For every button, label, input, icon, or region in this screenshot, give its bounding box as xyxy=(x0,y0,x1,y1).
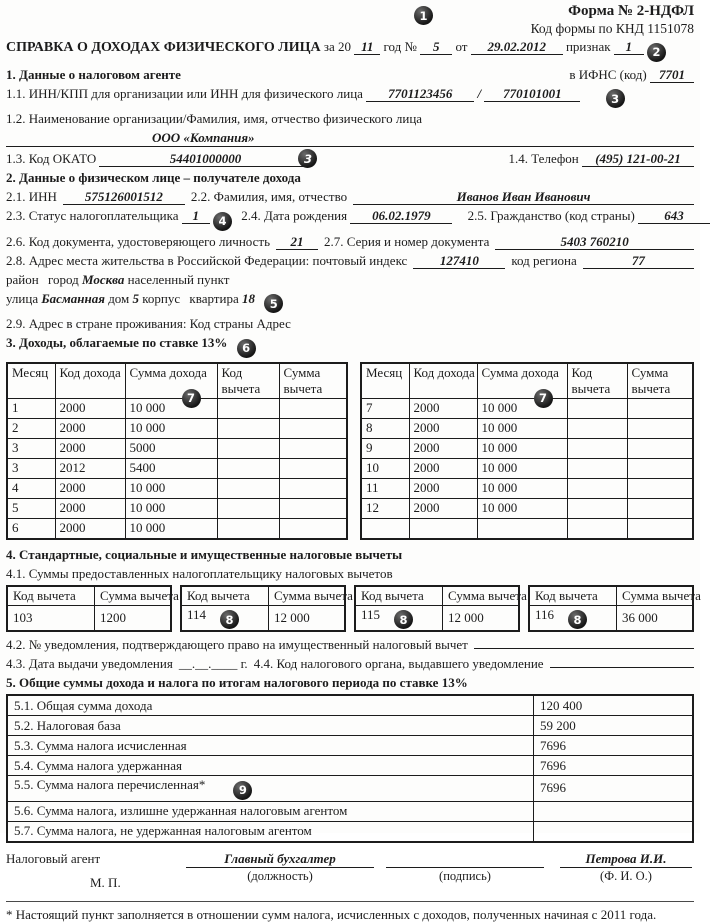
callout-8-badge: 8 xyxy=(568,610,587,629)
org-name-value: ООО «Компания» xyxy=(152,130,255,145)
deduction-code-value: 114 xyxy=(187,606,207,622)
income-row xyxy=(7,438,347,458)
callout-8-badge: 8 xyxy=(220,610,239,629)
totals-label: 5.7. Сумма налога, не удержанная налоговым агентом xyxy=(14,823,312,838)
col-deduction-code: Код вычета xyxy=(181,586,269,606)
income-code-cell xyxy=(409,518,477,539)
phone-line xyxy=(508,151,694,167)
fio-signature-block xyxy=(560,851,692,884)
month-cell: 7 xyxy=(361,398,409,418)
month-cell: 8 xyxy=(361,418,409,438)
inn-kpp-slash: / xyxy=(477,85,482,101)
city-value: Москва xyxy=(81,271,125,287)
tax-authority-label: 4.4. Код налогового органа, выдавшего уведомление xyxy=(253,656,544,671)
deduction-amount-cell xyxy=(627,458,693,478)
deduction-code-cell xyxy=(355,605,443,631)
deduction-table xyxy=(6,585,179,633)
city-label: город xyxy=(47,271,79,287)
form-code: Код формы по КНД 1151078 xyxy=(530,21,694,36)
deduction-code-value: 115 xyxy=(361,606,381,622)
line-2-6-2-7 xyxy=(6,234,694,250)
deduction-code-cell xyxy=(217,418,279,438)
footnote-divider xyxy=(6,901,694,902)
income-code-cell: 2000 xyxy=(409,398,477,418)
col-income-amount xyxy=(125,363,217,405)
deduction-amount-cell: 36 000 xyxy=(617,605,694,631)
col-income-code: Код дохода xyxy=(55,363,125,399)
totals-label: 5.4. Сумма налога удержанная xyxy=(14,757,182,773)
line-street xyxy=(6,291,694,314)
income-amount-cell: 10 000 xyxy=(477,418,567,438)
number-label: год № xyxy=(383,39,417,54)
doc-number-label: 2.7. Серия и номер документа xyxy=(324,233,490,249)
totals-value-cell xyxy=(534,801,694,821)
postal-index-value: 127410 xyxy=(413,254,505,269)
month-cell: 2 xyxy=(7,418,55,438)
position-value: Главный бухгалтер xyxy=(186,851,374,868)
totals-row xyxy=(7,695,693,716)
totals-label-cell xyxy=(7,716,534,736)
district-label: район xyxy=(6,271,39,287)
deduction-code-cell xyxy=(217,458,279,478)
income-amount-cell: 5000 xyxy=(125,438,217,458)
deduction-amount-cell xyxy=(279,498,347,518)
okato-label: 1.3. Код ОКАТО xyxy=(6,151,97,166)
deduction-code-cell xyxy=(567,458,627,478)
citizenship-label: 2.5. Гражданство (код страны) xyxy=(467,208,635,223)
line-4-3-4-4 xyxy=(6,656,694,672)
income-amount-cell: 10 000 xyxy=(125,518,217,539)
deduction-amount-cell xyxy=(279,458,347,478)
section1-heading: 1. Данные о налоговом агенте xyxy=(6,66,181,82)
totals-row xyxy=(7,776,693,802)
deduction-header-row xyxy=(529,586,693,606)
col-deduction-amount: Сумма вычета xyxy=(443,586,520,606)
col-deduction-amount: Сумма вычета xyxy=(269,586,346,606)
line-4-1: 4.1. Суммы предоставленных налогоплательщику налоговых вычетов xyxy=(6,565,393,581)
line-1-3-1-4 xyxy=(6,151,694,167)
totals-row xyxy=(7,821,693,842)
totals-label-cell xyxy=(7,736,534,756)
col-deduction-amount: Сумма вычета xyxy=(627,363,693,399)
income-amount-cell: 5400 xyxy=(125,458,217,478)
totals-label-cell xyxy=(7,695,534,716)
totals-label-cell xyxy=(7,801,534,821)
income-amount-cell: 10 000 xyxy=(477,438,567,458)
tax-agent-label: Налоговый агент xyxy=(6,850,101,866)
person-inn-label: 2.1. ИНН xyxy=(6,189,57,204)
col-month: Месяц xyxy=(361,363,409,399)
deduction-code-value: 103 xyxy=(13,609,33,625)
position-caption: (должность) xyxy=(247,868,313,883)
deduction-code-cell xyxy=(567,398,627,418)
totals-label: 5.1. Общая сумма дохода xyxy=(14,697,153,713)
deduction-header-row xyxy=(181,586,345,606)
callout-2-badge: 2 xyxy=(647,43,666,62)
callout-1-badge: 1 xyxy=(414,6,433,25)
taxpayer-status-value: 1 xyxy=(182,209,210,224)
section2-heading: 2. Данные о физическом лице – получателе дохода xyxy=(6,170,301,185)
year-prefix-label: за 20 xyxy=(323,39,352,54)
income-code-cell: 2000 xyxy=(409,478,477,498)
deduction-code-cell xyxy=(217,518,279,539)
deduction-row xyxy=(529,605,693,631)
income-header-row xyxy=(361,363,693,399)
deduction-row xyxy=(181,605,345,631)
region-code-label: код региона xyxy=(511,252,577,268)
okato-number: 54401000000 xyxy=(169,151,242,166)
line-1-1 xyxy=(6,86,694,109)
income-code-cell: 2000 xyxy=(409,438,477,458)
deduction-code-value: 116 xyxy=(535,606,555,622)
month-cell: 5 xyxy=(7,498,55,518)
signature-value xyxy=(386,851,544,868)
income-amount-cell: 10 000 xyxy=(477,498,567,518)
deduction-code-cell xyxy=(529,605,617,631)
building-label: корпус xyxy=(142,290,181,306)
income-tables xyxy=(6,362,694,540)
income-header-row xyxy=(7,363,347,399)
totals-value-cell xyxy=(534,821,694,842)
phone-label: 1.4. Телефон xyxy=(508,151,579,166)
deduction-row xyxy=(7,605,171,631)
deduction-code-cell xyxy=(567,498,627,518)
totals-label: 5.5. Сумма налога перечисленная* xyxy=(14,777,206,792)
income-code-cell: 2000 xyxy=(55,518,125,539)
col-month: Месяц xyxy=(7,363,55,399)
income-amount-cell: 10 000 xyxy=(477,458,567,478)
totals-label-cell xyxy=(7,756,534,776)
taxpayer-status-label: 2.3. Статус налогоплательщика xyxy=(6,208,179,223)
signature-block xyxy=(386,851,544,884)
deduction-table xyxy=(354,585,527,633)
income-amount-cell: 10 000 xyxy=(125,398,217,418)
certificate-date-value: 29.02.2012 xyxy=(471,40,563,55)
month-cell: 11 xyxy=(361,478,409,498)
totals-value-cell: 120 400 xyxy=(534,695,694,716)
year-value: 11 xyxy=(354,40,380,55)
sign-label: признак xyxy=(565,39,611,54)
line-city xyxy=(6,272,694,288)
document-title-line xyxy=(6,39,694,62)
deduction-amount-cell xyxy=(627,498,693,518)
income-row xyxy=(361,398,693,418)
col-deduction-amount: Сумма вычета xyxy=(95,586,172,606)
income-code-cell: 2000 xyxy=(409,458,477,478)
address-label: 2.8. Адрес места жительства в Российской Федерации: почтовый индекс xyxy=(6,252,408,268)
callout-8-badge: 8 xyxy=(394,610,413,629)
tax-agent-block xyxy=(6,851,186,891)
callout-5-badge: 5 xyxy=(264,294,283,313)
signature-caption: (подпись) xyxy=(439,868,491,883)
totals-table xyxy=(6,694,694,843)
deduction-amount-cell xyxy=(627,418,693,438)
deduction-code-cell xyxy=(567,518,627,539)
inn-kpp-label: 1.1. ИНН/КПП для организации или ИНН для физического лица xyxy=(6,85,363,101)
line-2-3-2-4-2-5 xyxy=(6,208,694,231)
income-amount-cell: 10 000 xyxy=(477,478,567,498)
ifns-code-value: 7701 xyxy=(650,68,694,83)
income-code-cell: 2000 xyxy=(55,498,125,518)
income-code-cell: 2000 xyxy=(409,418,477,438)
form-header xyxy=(6,3,694,37)
month-cell: 12 xyxy=(361,498,409,518)
notice-date-blank: __.__.____ г. xyxy=(178,656,248,671)
deduction-amount-cell xyxy=(279,398,347,418)
document-title: СПРАВКА О ДОХОДАХ ФИЗИЧЕСКОГО ЛИЦА xyxy=(6,40,321,55)
deduction-code-cell xyxy=(217,498,279,518)
deduction-header-row xyxy=(355,586,519,606)
income-row xyxy=(7,518,347,539)
region-code-value: 77 xyxy=(583,254,694,269)
month-cell xyxy=(361,518,409,539)
income-row xyxy=(361,438,693,458)
totals-label: 5.3. Сумма налога исчисленная xyxy=(14,737,187,753)
deduction-code-cell xyxy=(567,418,627,438)
month-cell: 1 xyxy=(7,398,55,418)
callout-4-badge: 4 xyxy=(213,212,232,231)
signature-area xyxy=(6,851,694,891)
deduction-amount-cell xyxy=(627,518,693,539)
totals-row xyxy=(7,756,693,776)
deduction-amount-cell: 12 000 xyxy=(269,605,346,631)
totals-label: 5.2. Налоговая база xyxy=(14,717,121,733)
income-row xyxy=(361,518,693,539)
house-value: 5 xyxy=(132,290,140,306)
notice-date-label: 4.3. Дата выдачи уведомления xyxy=(6,656,173,671)
col-income-amount-label: Сумма дохода xyxy=(129,364,207,380)
deduction-amount-cell xyxy=(627,478,693,498)
callout-3-badge: 3 xyxy=(606,89,625,108)
fio-value: Иванов Иван Иванович xyxy=(353,190,694,205)
ifns-line xyxy=(569,67,694,83)
col-deduction-amount: Сумма вычета xyxy=(279,363,347,399)
birth-date-label: 2.4. Дата рождения xyxy=(241,208,348,223)
deduction-amount-cell xyxy=(279,518,347,539)
totals-label-cell xyxy=(7,821,534,842)
col-deduction-amount: Сумма вычета xyxy=(617,586,694,606)
settlement-label: населенный пункт xyxy=(127,271,230,287)
deduction-header-row xyxy=(7,586,171,606)
col-income-amount-label: Сумма дохода xyxy=(481,364,559,380)
month-cell: 3 xyxy=(7,458,55,478)
deduction-amount-cell xyxy=(279,478,347,498)
month-cell: 10 xyxy=(361,458,409,478)
deduction-code-cell xyxy=(567,478,627,498)
section3-heading: 3. Доходы, облагаемые по ставке 13% xyxy=(6,335,228,350)
okato-line xyxy=(6,151,311,167)
deduction-amount-cell xyxy=(627,398,693,418)
street-value: Басманная xyxy=(41,290,105,306)
certificate-number-value: 5 xyxy=(420,40,452,55)
birth-date-value: 06.02.1979 xyxy=(350,209,452,224)
fio-caption: (Ф. И. О.) xyxy=(600,868,652,883)
section5-heading: 5. Общие суммы дохода и налога по итогам налогового периода по ставке 13% xyxy=(6,675,468,690)
income-code-cell: 2000 xyxy=(55,438,125,458)
income-amount-cell: 10 000 xyxy=(125,418,217,438)
line-2-1-2-2 xyxy=(6,189,694,205)
org-name-label: 1.2. Наименование организации/Фамилия, имя, отчество физического лица xyxy=(6,111,423,126)
line-2-8 xyxy=(6,253,694,269)
org-name-underline xyxy=(6,130,694,147)
deduction-code-cell xyxy=(217,438,279,458)
line-2-9: 2.9. Адрес в стране проживания: Код страны Адрес xyxy=(6,316,291,331)
deduction-row xyxy=(355,605,519,631)
col-deduction-code: Код вычета xyxy=(7,586,95,606)
deduction-code-cell xyxy=(567,438,627,458)
section1-heading-line xyxy=(6,67,694,83)
deduction-amount-cell: 1200 xyxy=(95,605,172,631)
ifns-label: в ИФНС (код) xyxy=(569,66,647,82)
stamp-place-label: М. П. xyxy=(90,874,121,890)
deduction-code-cell xyxy=(217,398,279,418)
income-code-cell: 2012 xyxy=(55,458,125,478)
position-signature-block xyxy=(186,851,374,884)
totals-row xyxy=(7,716,693,736)
income-row xyxy=(7,458,347,478)
col-deduction-code: Код вычета xyxy=(217,363,279,399)
income-row xyxy=(7,398,347,418)
income-row xyxy=(7,478,347,498)
col-income-amount xyxy=(477,363,567,405)
income-row xyxy=(361,498,693,518)
income-amount-cell: 10 000 xyxy=(125,478,217,498)
callout-9-badge: 9 xyxy=(233,781,252,800)
totals-value-cell: 7696 xyxy=(534,756,694,776)
fio-label: 2.2. Фамилия, имя, отчество xyxy=(190,189,348,204)
form-name: Форма № 2-НДФЛ xyxy=(568,3,694,19)
tax-authority-blank xyxy=(550,667,694,668)
totals-label: 5.6. Сумма налога, излишне удержанная налоговым агентом xyxy=(14,803,348,818)
col-deduction-code: Код вычета xyxy=(355,586,443,606)
col-income-code: Код дохода xyxy=(409,363,477,399)
totals-value-cell: 7696 xyxy=(534,736,694,756)
apartment-value: 18 xyxy=(241,290,255,306)
income-row xyxy=(361,478,693,498)
street-label: улица xyxy=(6,290,39,306)
deduction-amount-cell xyxy=(627,438,693,458)
doc-code-label: 2.6. Код документа, удостоверяющего личность xyxy=(6,233,271,249)
deduction-amount-cell xyxy=(279,438,347,458)
person-inn-value: 575126001512 xyxy=(63,190,185,205)
agent-inn-value: 7701123456 xyxy=(366,87,474,102)
income-table-right xyxy=(360,362,694,540)
income-row xyxy=(361,418,693,438)
apartment-label: квартира xyxy=(189,290,239,306)
section3-heading-line xyxy=(6,335,694,358)
totals-label-cell xyxy=(7,776,534,802)
income-amount-cell: 10 000 xyxy=(477,398,567,418)
totals-row xyxy=(7,801,693,821)
totals-value-cell: 7696 xyxy=(534,776,694,802)
section4-heading: 4. Стандартные, социальные и имущественные налоговые вычеты xyxy=(6,546,403,562)
income-code-cell: 2000 xyxy=(55,478,125,498)
line-4-2 xyxy=(6,637,694,653)
month-cell: 6 xyxy=(7,518,55,539)
callout-7-badge: 7 xyxy=(534,389,553,408)
income-table-left xyxy=(6,362,348,540)
deduction-amount-cell: 12 000 xyxy=(443,605,520,631)
notice-number-blank xyxy=(474,648,694,649)
signer-fio-value: Петрова И.И. xyxy=(560,851,692,868)
from-label: от xyxy=(455,39,468,54)
income-amount-cell: 10 000 xyxy=(125,498,217,518)
month-cell: 4 xyxy=(7,478,55,498)
income-row xyxy=(7,418,347,438)
callout-3b-badge: 3 xyxy=(298,149,317,168)
col-deduction-code: Код вычета xyxy=(529,586,617,606)
agent-kpp-value: 770101001 xyxy=(484,87,580,102)
line-1-2 xyxy=(6,111,694,127)
phone-value: (495) 121-00-21 xyxy=(582,152,694,167)
callout-7-badge: 7 xyxy=(182,389,201,408)
deduction-table xyxy=(528,585,701,633)
notice-number-label: 4.2. № уведомления, подтверждающего право на имущественный налоговый вычет xyxy=(6,637,468,652)
income-row xyxy=(361,458,693,478)
deduction-amount-cell xyxy=(279,418,347,438)
deduction-code-cell xyxy=(7,605,95,631)
totals-row xyxy=(7,736,693,756)
col-deduction-code: Код вычета xyxy=(567,363,627,399)
footnote-text: * Настоящий пункт заполняется в отношении сумм налога, исчисленных с доходов, полученных начиная с 2011 года. xyxy=(6,906,657,922)
deduction-table xyxy=(180,585,353,633)
income-amount-cell xyxy=(477,518,567,539)
income-code-cell: 2000 xyxy=(409,498,477,518)
doc-number-value: 5403 760210 xyxy=(495,235,694,250)
month-cell: 3 xyxy=(7,438,55,458)
sign-value: 1 xyxy=(614,40,644,55)
deduction-code-cell xyxy=(217,478,279,498)
okato-value xyxy=(99,152,311,167)
income-code-cell: 2000 xyxy=(55,398,125,418)
deduction-code-cell xyxy=(181,605,269,631)
income-row xyxy=(7,498,347,518)
month-cell: 9 xyxy=(361,438,409,458)
doc-code-value: 21 xyxy=(276,235,318,250)
house-label: дом xyxy=(108,290,130,306)
deduction-tables xyxy=(6,585,701,633)
callout-6-badge: 6 xyxy=(237,339,256,358)
citizenship-value: 643 xyxy=(638,209,710,224)
income-code-cell: 2000 xyxy=(55,418,125,438)
totals-value-cell: 59 200 xyxy=(534,716,694,736)
